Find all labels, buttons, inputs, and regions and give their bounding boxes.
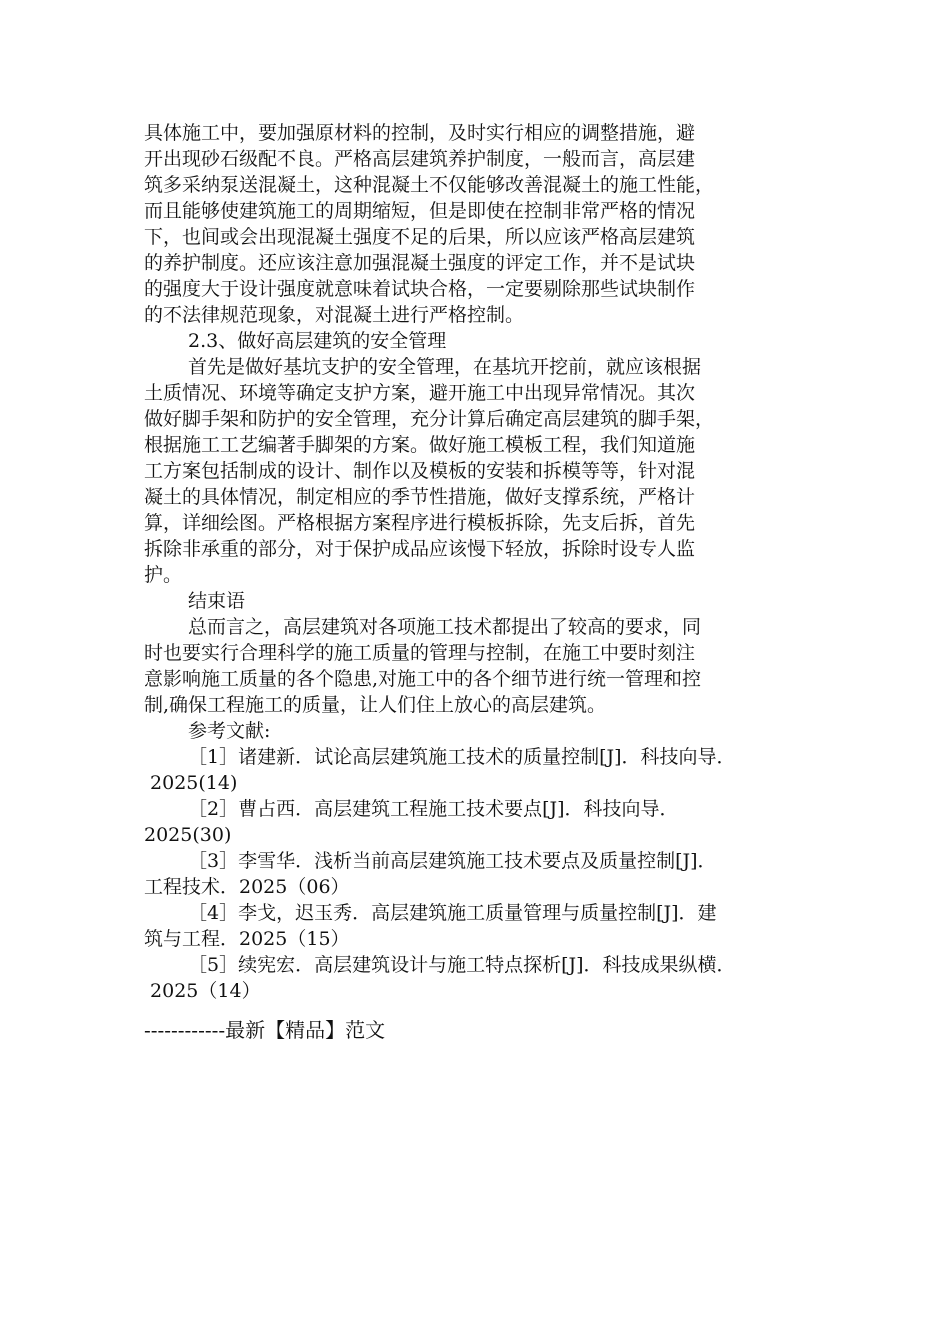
- references-heading: 参考文献:: [188, 720, 271, 742]
- conclusion-line: 制,确保工程施工的质量，让人们住上放心的高层建筑。: [144, 694, 607, 716]
- reference-entry-line: ［3］李雪华．浅析当前高层建筑施工技术要点及质量控制[J]．: [188, 850, 717, 872]
- body-line: 筑多采纳泵送混凝土，这种混凝土不仅能够改善混凝土的施工性能，: [144, 174, 715, 196]
- section-line: 拆除非承重的部分，对于保护成品应该慢下轻放，拆除时设专人监: [144, 538, 696, 560]
- reference-entry-line: ［1］诸建新．试论高层建筑施工技术的质量控制[J]．科技向导．: [188, 746, 736, 768]
- section-line: 工方案包括制成的设计、制作以及模板的安装和拆模等等，针对混: [144, 460, 696, 482]
- reference-entry-line: 筑与工程．2025（15）: [144, 928, 350, 950]
- conclusion-line: 意影响施工质量的各个隐患,对施工中的各个细节进行统一管理和控: [144, 668, 702, 690]
- conclusion-line: 总而言之，高层建筑对各项施工技术都提出了较高的要求，同: [188, 616, 702, 638]
- section-line: 算，详细绘图。严格根据方案程序进行模板拆除，先支后拆，首先: [144, 512, 696, 534]
- section-line: 做好脚手架和防护的安全管理，充分计算后确定高层建筑的脚手架，: [144, 408, 715, 430]
- reference-entry-line: 2025(14): [144, 772, 238, 794]
- document-body: [144, 120, 812, 1004]
- body-line: 的养护制度。还应该注意加强混凝土强度的评定工作，并不是试块: [144, 252, 696, 274]
- reference-entry-line: ［4］李戈，迟玉秀．高层建筑施工质量管理与质量控制[J]．建: [188, 902, 717, 924]
- body-line: 而且能够使建筑施工的周期缩短，但是即使在控制非常严格的情况: [144, 200, 696, 222]
- body-line: 的强度大于设计强度就意味着试块合格，一定要剔除那些试块制作: [144, 278, 696, 300]
- reference-entry-line: ［2］曹占西．高层建筑工程施工技术要点[J]．科技向导．: [188, 798, 679, 820]
- section-line: 首先是做好基坑支护的安全管理，在基坑开挖前，就应该根据: [188, 356, 702, 378]
- reference-entry-line: 工程技术．2025（06）: [144, 876, 350, 898]
- section-line: 凝土的具体情况，制定相应的季节性措施，做好支撑系统，严格计: [144, 486, 696, 508]
- section-line: 根据施工工艺编著手脚架的方案。做好施工模板工程，我们知道施: [144, 434, 696, 456]
- body-line: 开出现砂石级配不良。严格高层建筑养护制度，一般而言，高层建: [144, 148, 696, 170]
- section-line: 护。: [144, 564, 183, 586]
- conclusion-line: 时也要实行合理科学的施工质量的管理与控制，在施工中要时刻注: [144, 642, 696, 664]
- reference-entry-line: 2025(30): [144, 824, 232, 846]
- body-line: 具体施工中，要加强原材料的控制，及时实行相应的调整措施，避: [144, 122, 696, 144]
- section-heading: 2.3、做好高层建筑的安全管理: [188, 330, 447, 352]
- body-line: 下，也间或会出现混凝土强度不足的后果，所以应该严格高层建筑: [144, 226, 696, 248]
- section-line: 土质情况、环境等确定支护方案，避开施工中出现异常情况。其次: [144, 382, 696, 404]
- conclusion-heading: 结束语: [188, 590, 246, 612]
- body-line: 的不法律规范现象，对混凝土进行严格控制。: [144, 304, 525, 326]
- reference-entry-line: ［5］续宪宏．高层建筑设计与施工特点探析[J]．科技成果纵横．: [188, 954, 736, 976]
- reference-entry-line: 2025（14）: [144, 980, 261, 1002]
- footer-banner: ------------最新【精品】范文: [144, 1018, 386, 1042]
